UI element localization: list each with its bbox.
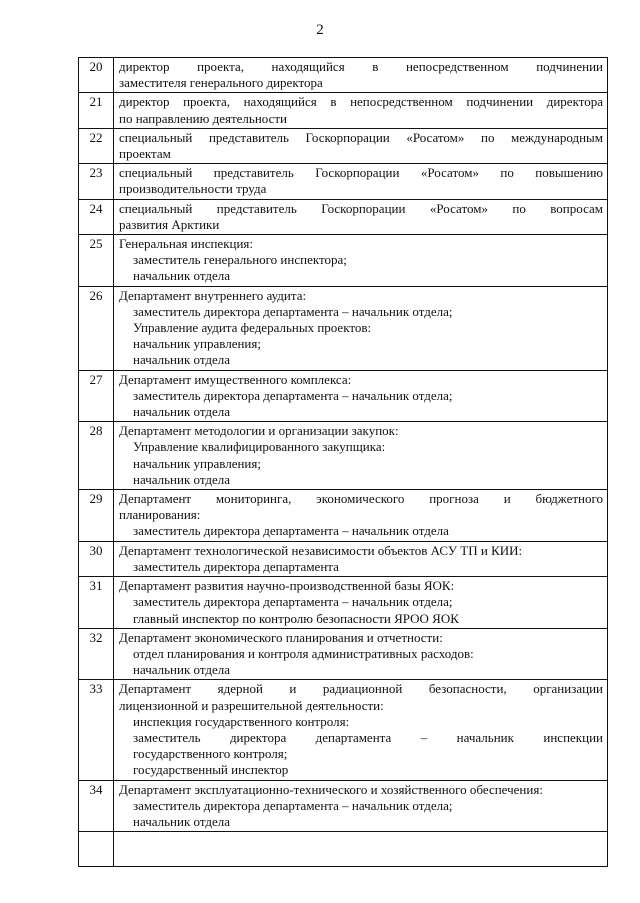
row-content: [114, 490, 608, 542]
row-line: Управление аудита федеральных проектов:: [133, 320, 372, 336]
positions-table-body: [79, 58, 608, 867]
row-number: 20: [79, 58, 114, 93]
row-line: начальник отдела: [133, 352, 231, 368]
row-line: начальник отдела: [133, 404, 231, 420]
row-line: директор проекта, находящийся в непосредственном подчинении директора: [119, 94, 603, 110]
row-content: [114, 780, 608, 832]
row-number: 27: [79, 370, 114, 422]
row-line: Департамент эксплуатационно-технического и хозяйственного обеспечения:: [119, 781, 543, 797]
row-number: 30: [79, 541, 114, 576]
row-line: Департамент мониторинга, экономического прогноза и бюджетного: [119, 491, 603, 507]
row-line: начальник отдела: [133, 471, 231, 487]
table-row: [79, 93, 608, 128]
row-line: производительности труда: [119, 181, 267, 197]
row-line: начальник отдела: [133, 662, 231, 678]
row-line: заместителя генерального директора: [119, 75, 323, 91]
table-row: [79, 541, 608, 576]
row-line: заместитель директора департамента: [133, 558, 339, 574]
table-row: [79, 422, 608, 490]
row-line: начальник отдела: [133, 268, 231, 284]
row-content: [114, 832, 608, 867]
row-line: заместитель директора департамента – начальник отдела;: [133, 303, 453, 319]
table-row: [79, 780, 608, 832]
row-line: специальный представитель Госкорпорации «Росатом» по вопросам: [119, 200, 603, 216]
row-number: 21: [79, 93, 114, 128]
row-content: [114, 370, 608, 422]
table-row: [79, 58, 608, 93]
row-content: [114, 235, 608, 287]
row-content: [114, 577, 608, 629]
row-line: главный инспектор по контролю безопасности ЯРОО ЯОК: [133, 610, 459, 626]
row-content: [114, 422, 608, 490]
row-line: Управление квалифицированного закупщика:: [133, 439, 386, 455]
table-row: [79, 490, 608, 542]
row-content: [114, 680, 608, 780]
row-line: Генеральная инспекция:: [119, 236, 254, 252]
row-line: начальник управления;: [133, 455, 261, 471]
row-number: 31: [79, 577, 114, 629]
row-line: Департамент ядерной и радиационной безопасности, организации: [119, 681, 603, 697]
table-row: [79, 577, 608, 629]
row-number: 23: [79, 164, 114, 199]
row-line: государственного контроля;: [133, 746, 288, 762]
table-row-empty: [79, 832, 608, 867]
row-number: 22: [79, 128, 114, 163]
row-line: заместитель директора департамента – начальник отдела;: [133, 594, 453, 610]
row-content: [114, 164, 608, 199]
row-line: директор проекта, находящийся в непосредственном подчинении: [119, 59, 603, 74]
page-number: 2: [316, 22, 324, 38]
row-line: начальник управления;: [133, 336, 261, 352]
row-content: [114, 286, 608, 370]
row-line: заместитель директора департамента – начальник отдела: [133, 523, 449, 539]
row-line: заместитель директора департамента – начальник отдела;: [133, 387, 453, 403]
table-row: [79, 370, 608, 422]
row-line: заместитель директора департамента – начальник отдела;: [133, 797, 453, 813]
row-content: [114, 93, 608, 128]
row-line: отдел планирования и контроля административных расходов:: [133, 645, 474, 661]
row-content: [114, 628, 608, 680]
row-number: 26: [79, 286, 114, 370]
row-line: лицензионной и разрешительной деятельности:: [119, 697, 384, 713]
row-line: специальный представитель Госкорпорации «Росатом» по международным: [119, 129, 603, 145]
row-line: планирования:: [119, 507, 201, 523]
row-number: 29: [79, 490, 114, 542]
row-line: развития Арктики: [119, 216, 220, 232]
row-number: 33: [79, 680, 114, 780]
row-content: [114, 128, 608, 163]
row-number: 28: [79, 422, 114, 490]
row-line: заместитель директора департамента – начальник инспекции: [133, 729, 603, 745]
table-row: [79, 628, 608, 680]
row-number: 32: [79, 628, 114, 680]
row-number: 25: [79, 235, 114, 287]
row-content: [114, 58, 608, 93]
row-line: Департамент имущественного комплекса:: [119, 371, 352, 387]
table-row: [79, 235, 608, 287]
row-line: Департамент экономического планирования и отчетности:: [119, 629, 443, 645]
row-line: специальный представитель Госкорпорации «Росатом» по повышению: [119, 165, 603, 181]
table-row: [79, 286, 608, 370]
row-line: Департамент внутреннего аудита:: [119, 287, 307, 303]
positions-table: [78, 57, 608, 867]
row-number: 24: [79, 199, 114, 234]
row-number: 34: [79, 780, 114, 832]
row-line: начальник отдела: [133, 813, 231, 829]
row-content: [114, 541, 608, 576]
table-row: [79, 199, 608, 234]
row-line: Департамент методологии и организации закупок:: [119, 423, 399, 439]
row-line: заместитель генерального инспектора;: [133, 252, 347, 268]
row-line: инспекция государственного контроля:: [133, 713, 350, 729]
row-line: проектам: [119, 146, 171, 162]
row-line: Департамент технологической независимости объектов АСУ ТП и КИИ:: [119, 542, 523, 558]
row-line: государственный инспектор: [133, 762, 289, 778]
table-row: [79, 680, 608, 780]
row-line: Департамент развития научно-производственной базы ЯОК:: [119, 578, 455, 594]
table-row: [79, 128, 608, 163]
row-number: [79, 832, 114, 867]
table-row: [79, 164, 608, 199]
row-content: [114, 199, 608, 234]
row-line: по направлению деятельности: [119, 110, 288, 126]
